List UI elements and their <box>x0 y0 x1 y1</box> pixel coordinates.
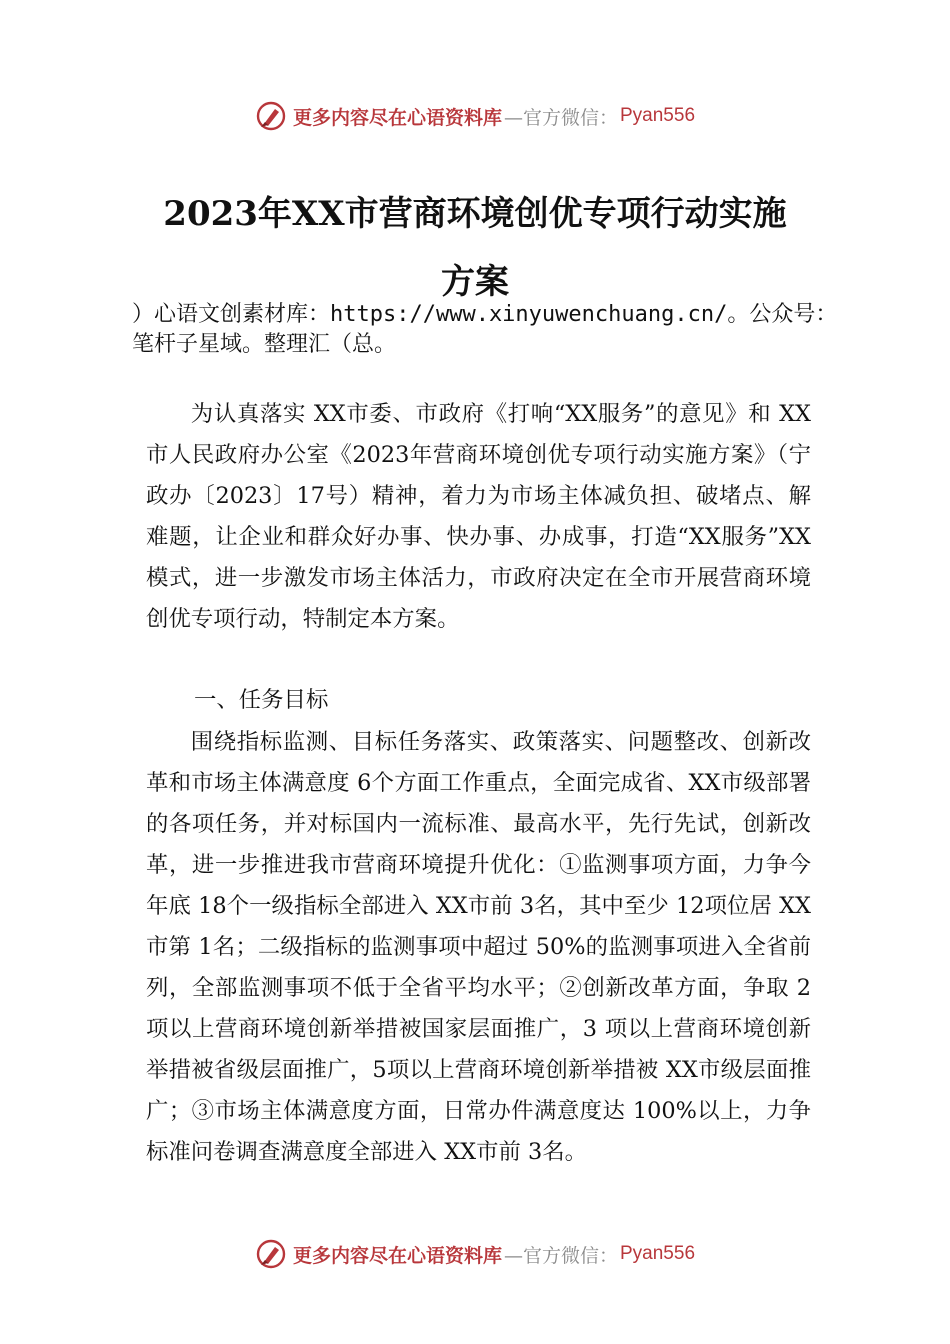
banner-handle: Pyan556 <box>620 105 696 126</box>
header-banner <box>0 96 950 136</box>
watermark-text: ）心语文创素材库：https://www.xinyuwenchuang.cn/。公众号：笔杆子星域。整理汇（总。 <box>132 302 838 357</box>
banner-sub-text: —官方微信： <box>503 1244 618 1267</box>
footer-banner <box>0 1234 950 1274</box>
banner-handle: Pyan556 <box>620 1243 696 1264</box>
pen-circle-logo-icon <box>255 1238 287 1270</box>
banner-main-text: 更多内容尽在心语资料库 <box>292 1244 502 1267</box>
paragraph-intro: 为认真落实 XX市委、市政府《打响“XX服务”的意见》和 XX市人民政府办公室《2023年营商环境创优专项行动实施方案》（宁政办〔2023〕17号）精神，着力为市场主体减负担、破堵点、解难题，让企业和群众好办事、快办事、办成事，打造“XX服务”XX模式，进一步激发市场主体活力，市政府决定在全市开展营商环境创优专项行动，特制定本方案。 <box>146 401 811 632</box>
paragraph-goals: 围绕指标监测、目标任务落实、政策落实、问题整改、创新改革和市场主体满意度 6个方面工作重点，全面完成省、XX市级部署的各项任务，并对标国内一流标准、最高水平，先行先试，创新改革，进一步推进我市营商环境提升优化：①监测事项方面，力争今年底 18个一级指标全部进入 XX市前 3名，其中至少 12项位居 XX市第 1名；二级指标的监测事项中超过 50%的监测事项进入全省前列，全部监测事项不低于全省平均水平；②创新改革方面，争取 2项以上营商环境创新举措被国家层面推广，3 项以上营商环境创新举措被省级层面推广，5项以上营商环境创新举措被 XX市级层面推广；③市场主体满意度方面，日常办件满意度达 100%以上，力争标准问卷调查满意度全部进入 XX市前 3名。 <box>146 729 811 1165</box>
section-heading-1: 一、任务目标 <box>194 687 329 713</box>
banner-sub-text: —官方微信： <box>503 106 618 129</box>
pen-circle-logo-icon <box>255 100 287 132</box>
document-title-line-1: 2023年XX市营商环境创优专项行动实施 <box>163 194 787 234</box>
document-title-line-2: 方案 <box>441 262 509 302</box>
banner-main-text: 更多内容尽在心语资料库 <box>292 106 502 129</box>
